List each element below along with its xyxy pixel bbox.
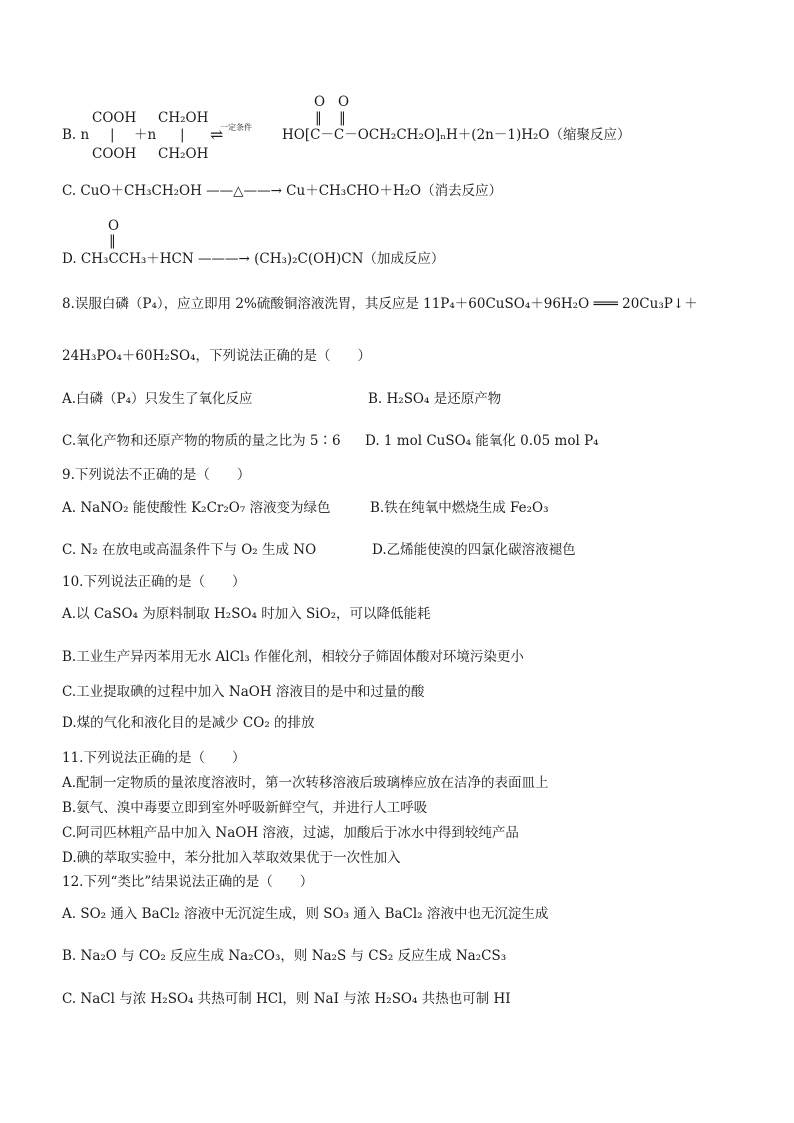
q11-stem: 11.下列说法正确的是（ ）	[62, 750, 246, 766]
q8-option-d: D. 1 mol CuSO₄ 能氧化 0.05 mol P₄	[365, 433, 599, 449]
q11-option-d: D.碘的萃取实验中，苯分批加入萃取效果优于一次性加入	[62, 850, 401, 866]
q8-option-a: A.白磷（P₄）只发生了氧化反应	[62, 391, 253, 407]
option-d-o: O	[108, 218, 120, 234]
q12-option-c: C. NaCl 与浓 H₂SO₄ 共热可制 HCl，则 NaI 与浓 H₂SO₄ 共热也可制 HI	[62, 991, 511, 1007]
q8-stem-line1: 8.误服白磷（P₄），应立即用 2%硫酸铜溶液洗胃，其反应是 11P₄＋60CuSO₄＋96H₂O ═══ 20Cu₃P↓＋	[62, 296, 698, 312]
ch2oh-bottom: CH₂OH	[158, 146, 209, 162]
q10-stem: 10.下列说法正确的是（ ）	[62, 574, 246, 590]
q8-option-b: B. H₂SO₄ 是还原产物	[368, 391, 502, 407]
bond-bar-1: |	[110, 127, 115, 143]
q10-option-d: D.煤的气化和液化目的是减少 CO₂ 的排放	[62, 715, 315, 731]
q8-stem-line2: 24H₃PO₄＋60H₂SO₄，下列说法正确的是（ ）	[62, 348, 372, 364]
double-bond-2: ‖	[339, 110, 346, 126]
cooh-bottom: COOH	[92, 146, 137, 162]
q11-option-c: C.阿司匹林粗产品中加入 NaOH 溶液，过滤，加酸后于冰水中得到较纯产品	[62, 825, 519, 841]
bond-bar-2: |	[180, 127, 185, 143]
ch2oh-top: CH₂OH	[158, 110, 209, 126]
q10-option-c: C.工业提取碘的过程中加入 NaOH 溶液目的是中和过量的酸	[62, 684, 425, 700]
option-d-double-bond: ‖	[109, 233, 116, 249]
q9-option-a: A. NaNO₂ 能使酸性 K₂Cr₂O₇ 溶液变为绿色	[62, 500, 331, 516]
q9-option-c: C. N₂ 在放电或高温条件下与 O₂ 生成 NO	[62, 542, 317, 558]
q11-option-a: A.配制一定物质的量浓度溶液时，第一次转移溶液后玻璃棒应放在洁净的表面皿上	[62, 775, 549, 791]
q8-option-c: C.氧化产物和还原产物的物质的量之比为 5∶6	[62, 433, 341, 449]
q9-stem: 9.下列说法不正确的是（ ）	[62, 467, 251, 483]
q12-stem: 12.下列“类比”结果说法正确的是（ ）	[62, 874, 314, 890]
reaction-condition: 一定条件	[220, 123, 252, 132]
q12-option-b: B. Na₂O 与 CO₂ 反应生成 Na₂CO₃，则 Na₂S 与 CS₂ 反应生成 Na₂CS₃	[62, 948, 507, 964]
option-b-product: HO[C－C－OCH₂CH₂O]ₙH＋(2n－1)H₂O（缩聚反应）	[282, 127, 631, 143]
option-d: D. CH₃CCH₃＋HCN ———→ (CH₃)₂C(OH)CN（加成反应）	[62, 251, 445, 267]
cooh-top: COOH	[92, 110, 137, 126]
option-c: C. CuO＋CH₃CH₂OH ——△——→ Cu＋CH₃CHO＋H₂O（消去反应）	[62, 183, 503, 199]
q10-option-b: B.工业生产异丙苯用无水 AlCl₃ 作催化剂，相较分子筛固体酸对环境污染更小	[62, 649, 524, 665]
carbonyl-o-1: O	[314, 94, 326, 110]
plus-n: ＋n	[134, 127, 157, 143]
option-b-label: B. n	[62, 127, 90, 143]
q9-option-b: B.铁在纯氧中燃烧生成 Fe₂O₃	[370, 500, 549, 516]
equilibrium-arrow-icon: ⇌	[210, 125, 224, 144]
double-bond-1: ‖	[315, 110, 322, 126]
q10-option-a: A.以 CaSO₄ 为原料制取 H₂SO₄ 时加入 SiO₂，可以降低能耗	[62, 606, 431, 622]
q11-option-b: B.氨气、溴中毒要立即到室外呼吸新鲜空气，并进行人工呼吸	[62, 800, 428, 816]
q9-option-d: D.乙烯能使溴的四氯化碳溶液褪色	[372, 542, 576, 558]
carbonyl-o-2: O	[338, 94, 350, 110]
q12-option-a: A. SO₂ 通入 BaCl₂ 溶液中无沉淀生成，则 SO₃ 通入 BaCl₂ 溶液中也无沉淀生成	[62, 906, 549, 922]
